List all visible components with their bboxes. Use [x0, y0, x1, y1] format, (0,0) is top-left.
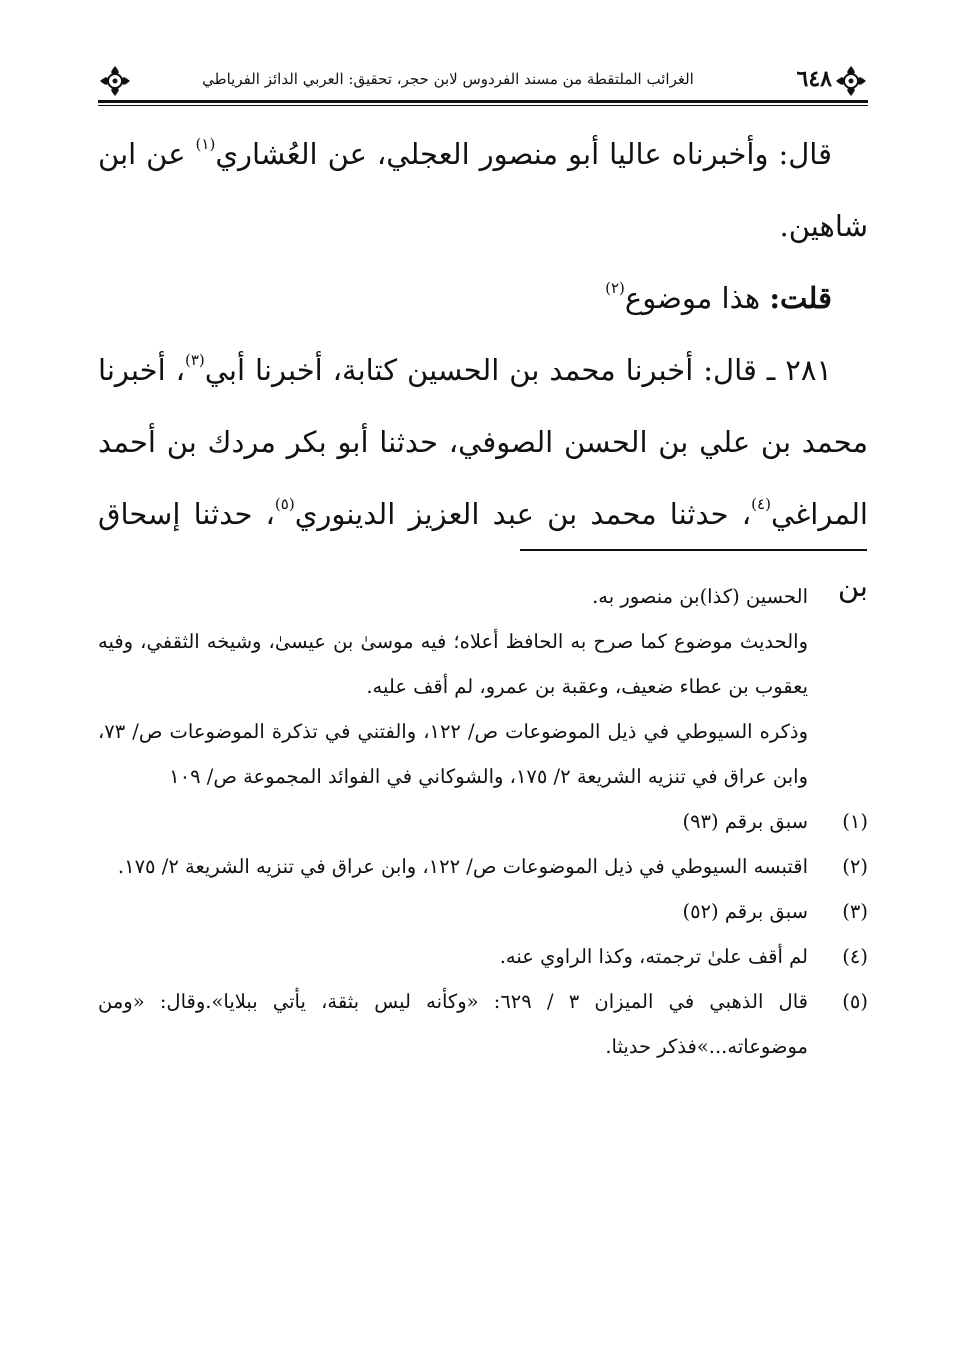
- footnote-ref: (٣): [184, 351, 205, 370]
- footnote-ref: (٥): [274, 495, 295, 514]
- footnote-text: قال الذهبي في الميزان ٣ / ٦٢٩: «وكأنه ليس بثقة، يأتي ببلايا».وقال: «ومن موضوعاته...»فذكر حديثا.: [98, 990, 808, 1058]
- footnote-ref: (٢): [605, 279, 625, 298]
- paragraph-text: قال: وأخبرناه عاليا أبو منصور العجلي، عن العُشاري: [215, 137, 832, 171]
- footnote-separator: [520, 549, 867, 551]
- paragraph-2: [98, 262, 868, 334]
- footnote: [98, 979, 868, 1069]
- footnote-continuation: والحديث موضوع كما صرح به الحافظ أعلاه؛ فيه موسىٰ بن عيسىٰ، وشيخه الثقفي، وفيه يعقوب بن عطاء ضعيف، وعقبة بن عمرو، لم أقف عليه.: [98, 630, 808, 698]
- footnote-number: (٢): [842, 855, 868, 878]
- paragraph-1: [98, 118, 868, 262]
- footnote-text: اقتبسه السيوطي في ذيل الموضوعات ص/ ١٢٢، وابن عراق في تنزيه الشريعة ٢/ ١٧٥.: [117, 855, 808, 878]
- bold-label: قلت:: [769, 281, 832, 315]
- footnote-text: لم أقف علىٰ ترجمته، وكذا الراوي عنه.: [499, 945, 808, 968]
- floral-ornament-icon: [834, 64, 868, 98]
- main-text: [98, 118, 868, 622]
- footnote: [98, 799, 868, 844]
- paragraph-text: ، حدثنا محمد بن عبد العزيز الدينوري: [294, 497, 752, 531]
- footnote-text: سبق برقم (٩٣): [682, 810, 808, 833]
- footnote: [98, 934, 868, 979]
- footnote-number: (٥): [842, 990, 868, 1013]
- footnote-continuation: الحسين (كذا)بن منصور به.: [592, 585, 808, 608]
- page-number: ٦٤٨: [796, 66, 832, 92]
- footnote: [98, 844, 868, 889]
- footnote: [98, 889, 868, 934]
- paragraph-text: عن ابن شاهين.: [98, 137, 868, 243]
- paragraph-text: ٢٨١ ـ قال: أخبرنا محمد بن الحسين كتابة، أخبرنا أبي: [204, 353, 832, 387]
- paragraph-text: هذا موضوع: [624, 281, 770, 315]
- footnote-number: (١): [842, 810, 868, 833]
- footnote-number: (٣): [842, 900, 868, 923]
- paragraph-text: ، حدثنا إسحاق بن: [98, 497, 868, 603]
- footnote-ref: (٤): [751, 495, 771, 514]
- page-header: [98, 62, 868, 102]
- header-rule: [98, 100, 868, 103]
- floral-ornament-icon: [98, 64, 132, 98]
- footnote-ref: (١): [195, 135, 216, 154]
- footnote-number: (٤): [842, 945, 868, 968]
- footnote-continuation: وذكره السيوطي في ذيل الموضوعات ص/ ١٢٢، والفتني في تذكرة الموضوعات ص/ ٧٣، وابن عراق في تنزيه الشريعة ٢/ ١٧٥، والشوكاني في الفوائد المجموعة ص/ ١٠٩: [98, 720, 808, 788]
- running-title: الغرائب الملتقطة من مسند الفردوس لابن حجر، تحقيق: العربي الدائز الفرياطي: [202, 70, 694, 88]
- paragraph-text: ، أخبرنا محمد بن علي بن الحسن الصوفي، حدثنا أبو بكر مردك بن أحمد المراغي: [98, 353, 868, 531]
- footnote-text: سبق برقم (٥٢): [682, 900, 808, 923]
- header-rule-thin: [98, 105, 868, 106]
- footnotes-section: [98, 574, 868, 1069]
